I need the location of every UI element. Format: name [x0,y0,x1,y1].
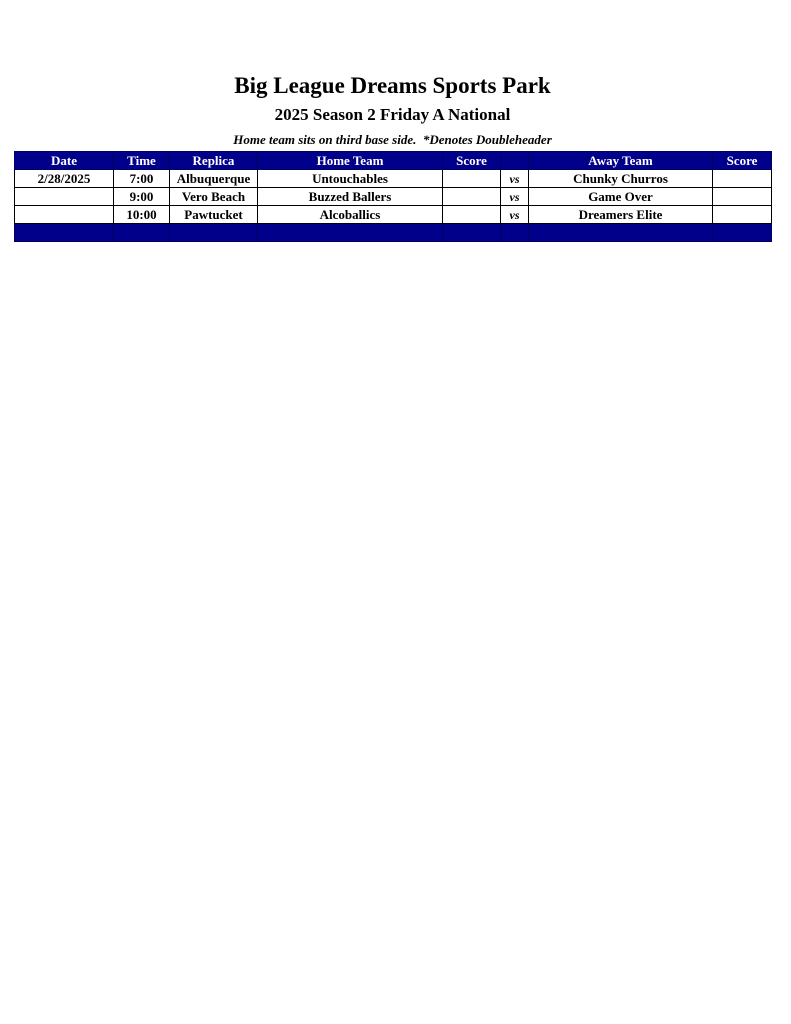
schedule-note: Home team sits on third base side. *Denotes Doubleheader [233,132,552,147]
schedule-table [14,151,772,242]
cell-away-score [713,188,772,206]
cell-replica: Vero Beach [170,188,258,206]
footer-cell [529,224,713,242]
column-header-time: Time [114,152,170,170]
cell-home-score [443,170,501,188]
table-row [15,170,772,188]
table-header-row [15,152,772,170]
cell-replica: Pawtucket [170,206,258,224]
cell-vs: vs [501,188,529,206]
footer-cell [443,224,501,242]
footer-cell [713,224,772,242]
cell-time: 9:00 [114,188,170,206]
column-header-vs [501,152,529,170]
cell-vs: vs [501,170,529,188]
cell-vs: vs [501,206,529,224]
cell-away-score [713,206,772,224]
column-header-home-team: Home Team [258,152,443,170]
cell-date: 2/28/2025 [15,170,114,188]
cell-away-score [713,170,772,188]
cell-away-team: Dreamers Elite [529,206,713,224]
cell-time: 7:00 [114,170,170,188]
table-row [15,188,772,206]
table-footer-row [15,224,772,242]
footer-cell [15,224,114,242]
cell-date [15,188,114,206]
column-header-away-score: Score [713,152,772,170]
cell-home-team: Untouchables [258,170,443,188]
footer-cell [170,224,258,242]
page-subtitle: 2025 Season 2 Friday A National [274,105,511,124]
cell-away-team: Game Over [529,188,713,206]
column-header-away-team: Away Team [529,152,713,170]
column-header-home-score: Score [443,152,501,170]
cell-time: 10:00 [114,206,170,224]
cell-away-team: Chunky Churros [529,170,713,188]
table-row [15,206,772,224]
footer-cell [501,224,529,242]
footer-cell [114,224,170,242]
cell-date [15,206,114,224]
cell-home-team: Buzzed Ballers [258,188,443,206]
page-title: Big League Dreams Sports Park [234,73,551,98]
column-header-replica: Replica [170,152,258,170]
footer-cell [258,224,443,242]
cell-home-score [443,188,501,206]
cell-replica: Albuquerque [170,170,258,188]
column-header-date: Date [15,152,114,170]
cell-home-score [443,206,501,224]
cell-home-team: Alcoballics [258,206,443,224]
